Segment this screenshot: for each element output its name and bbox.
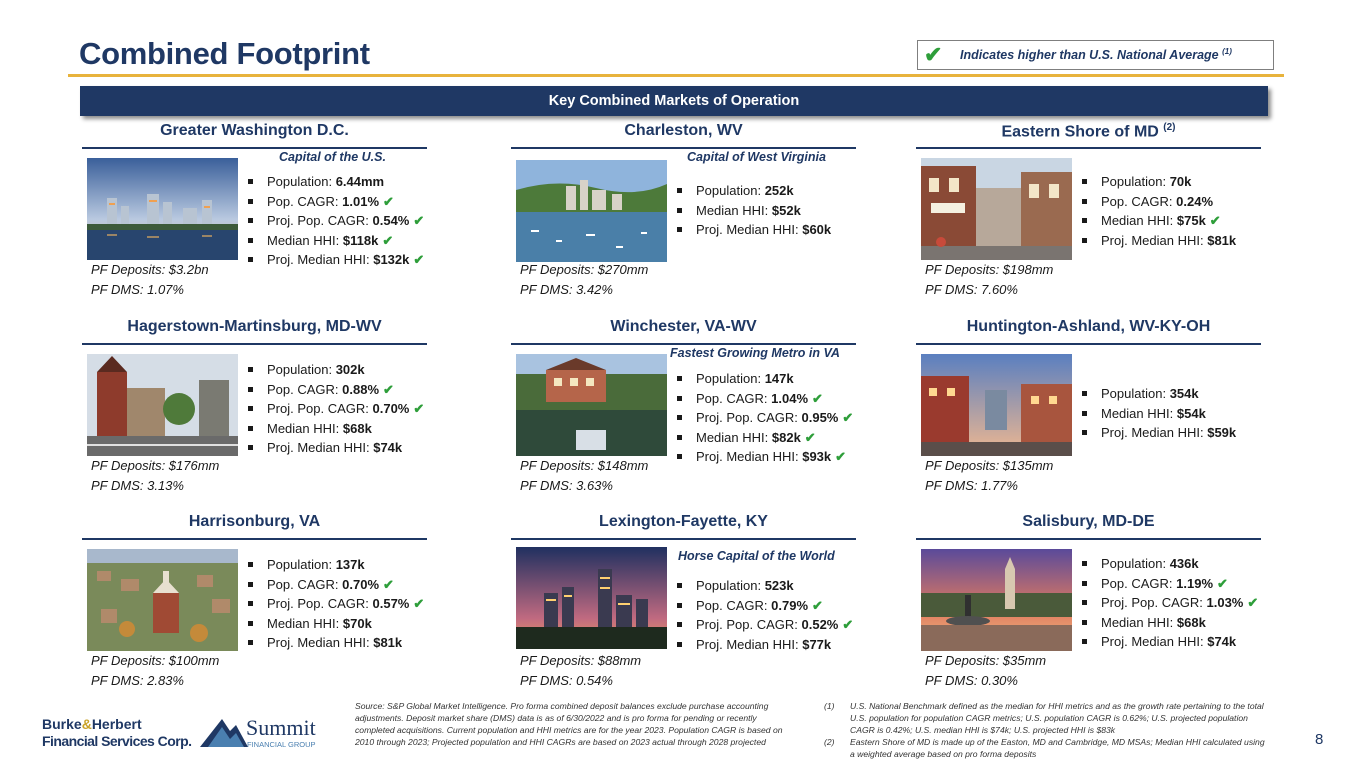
check-icon: ✔ bbox=[812, 597, 823, 613]
market-deposits: PF Deposits: $176mm PF DMS: 3.13% bbox=[91, 458, 220, 493]
market-stats bbox=[677, 181, 831, 240]
check-icon: ✔ bbox=[383, 381, 394, 397]
check-icon: ✔ bbox=[842, 617, 854, 632]
market-stats bbox=[248, 555, 424, 653]
market-stats bbox=[248, 360, 424, 458]
market-rule bbox=[82, 343, 427, 345]
stat-item: Proj. Median HHI: $59k bbox=[1082, 423, 1236, 443]
market-title bbox=[511, 318, 856, 336]
stat-item: Proj. Pop. CAGR: 0.52% ✔ bbox=[677, 615, 853, 635]
market-subtitle: Capital of West Virginia bbox=[687, 150, 826, 164]
footnote-2: (2) Eastern Shore of MD is made up of the Easton, MD and Cambridge, MD MSAs; Median HHI calculated using a weighted average based on pro forma deposits bbox=[824, 737, 1265, 759]
section-banner: Key Combined Markets of Operation bbox=[80, 86, 1268, 116]
market-rule bbox=[82, 538, 427, 540]
market-salisbury bbox=[916, 513, 1261, 688]
legend-text bbox=[960, 47, 1232, 62]
market-title bbox=[82, 122, 427, 140]
market-hagerstown bbox=[82, 318, 427, 493]
market-stats bbox=[248, 172, 424, 270]
stat-item: Proj. Pop. CAGR: 0.70% ✔ bbox=[248, 399, 424, 419]
market-charleston bbox=[511, 122, 856, 297]
city-photo-dusk-street bbox=[921, 354, 1072, 456]
market-name: Harrisonburg, VA bbox=[188, 513, 321, 530]
market-name: Salisbury, MD-DE bbox=[1022, 513, 1155, 530]
check-icon: ✔ bbox=[842, 410, 854, 425]
city-photo-skyline bbox=[87, 158, 238, 260]
market-name: Huntington-Ashland, WV-KY-OH bbox=[966, 318, 1211, 335]
market-title bbox=[511, 122, 856, 140]
page-title: Combined Footprint bbox=[79, 36, 370, 71]
stat-item: Proj. Median HHI: $74k bbox=[248, 438, 424, 458]
stat-item: Median HHI: $75k ✔ bbox=[1082, 211, 1236, 231]
stat-item: Proj. Pop. CAGR: 1.03% ✔ bbox=[1082, 593, 1258, 613]
svg-text:Summit: Summit bbox=[246, 715, 316, 740]
check-icon: ✔ bbox=[413, 596, 425, 611]
legend-footnote-ref: (1) bbox=[1222, 47, 1232, 57]
legend-box bbox=[917, 40, 1274, 70]
market-title bbox=[916, 122, 1261, 141]
burke-herbert-logo bbox=[42, 716, 198, 750]
market-eastern-shore bbox=[916, 122, 1261, 297]
market-name: Hagerstown-Martinsburg, MD-WV bbox=[127, 318, 382, 335]
market-rule bbox=[511, 147, 856, 149]
source-footnote: Source: S&P Global Market Intelligence. Pro forma combined deposit balances exclude purchase accounting adjustments. Deposit market share (DMS) data is as of 6/30/2022 and is pro forma for pending or recently completed acquisitions. Current population and HHI metrics are for the year 2023. Population CAGR is based on 2010 through 2023; Projected population and HHI CAGRs are based on 2023 actual through 2028 projected bbox=[355, 701, 783, 747]
city-photo-aerial bbox=[87, 549, 238, 651]
market-stats bbox=[677, 576, 853, 654]
check-icon: ✔ bbox=[413, 213, 425, 228]
stat-item: Pop. CAGR: 0.79% ✔ bbox=[677, 596, 853, 616]
market-title bbox=[82, 318, 427, 336]
stat-item: Population: 137k bbox=[248, 555, 424, 575]
market-winchester bbox=[511, 318, 856, 493]
stat-item: Pop. CAGR: 1.01% ✔ bbox=[248, 192, 424, 212]
stat-item: Median HHI: $54k bbox=[1082, 404, 1236, 424]
check-icon: ✔ bbox=[413, 252, 425, 267]
market-stats bbox=[1082, 172, 1236, 250]
stat-item: Pop. CAGR: 0.70% ✔ bbox=[248, 575, 424, 595]
stat-item: Pop. CAGR: 1.19% ✔ bbox=[1082, 574, 1258, 594]
market-stats bbox=[1082, 384, 1236, 443]
market-rule bbox=[916, 538, 1261, 540]
svg-text:Financial Services Corp.: Financial Services Corp. bbox=[42, 733, 192, 749]
check-icon: ✔ bbox=[812, 390, 823, 406]
footnote-ref: (2) bbox=[1163, 122, 1176, 133]
market-title bbox=[916, 318, 1261, 336]
market-deposits: PF Deposits: $135mm PF DMS: 1.77% bbox=[925, 458, 1054, 493]
check-icon: ✔ bbox=[382, 232, 394, 248]
market-subtitle: Horse Capital of the World bbox=[678, 549, 835, 563]
city-photo-night-skyline bbox=[516, 547, 667, 649]
market-name: Lexington-Fayette, KY bbox=[599, 513, 768, 530]
market-stats bbox=[1082, 554, 1258, 652]
footnote-1: (1) U.S. National Benchmark defined as the median for HHI metrics and as the growth rate pertaining to the total U.S. population for population CAGR metrics; U.S. population CAGR is 0.62%; U.S. projected population CAGR is 0.42%; U.S. median HHI is $74k; U.S. projected HHI is $83k bbox=[824, 701, 1264, 735]
svg-text:Burke&Herbert: Burke&Herbert bbox=[42, 716, 142, 732]
market-name: Greater Washington D.C. bbox=[160, 122, 349, 139]
check-icon: ✔ bbox=[413, 401, 425, 416]
stat-item: Population: 302k bbox=[248, 360, 424, 380]
market-title bbox=[511, 513, 856, 531]
check-icon: ✔ bbox=[924, 42, 943, 67]
stat-item: Proj. Median HHI: $74k bbox=[1082, 632, 1258, 652]
market-name: Charleston, WV bbox=[624, 122, 743, 139]
stat-item: Proj. Median HHI: $81k bbox=[248, 633, 424, 653]
stat-item: Pop. CAGR: 0.88% ✔ bbox=[248, 380, 424, 400]
check-icon: ✔ bbox=[383, 576, 394, 592]
page-number: 8 bbox=[1315, 731, 1324, 748]
market-title bbox=[916, 513, 1261, 531]
market-deposits: PF Deposits: $100mm PF DMS: 2.83% bbox=[91, 653, 220, 688]
summit-financial-logo bbox=[200, 713, 326, 751]
market-lexington bbox=[511, 513, 856, 688]
stat-item: Proj. Median HHI: $81k bbox=[1082, 231, 1236, 251]
city-photo-river bbox=[516, 160, 667, 262]
stat-item: Proj. Median HHI: $132k ✔ bbox=[248, 250, 424, 270]
check-icon: ✔ bbox=[804, 429, 816, 445]
check-icon: ✔ bbox=[1247, 595, 1259, 610]
market-harrisonburg bbox=[82, 513, 427, 688]
market-huntington bbox=[916, 318, 1261, 493]
stat-item: Population: 147k bbox=[677, 369, 853, 389]
check-icon: ✔ bbox=[1209, 213, 1221, 228]
market-stats bbox=[677, 369, 853, 467]
stat-item: Population: 6.44mm bbox=[248, 172, 424, 192]
stat-item: Population: 354k bbox=[1082, 384, 1236, 404]
stat-item: Proj. Median HHI: $77k bbox=[677, 635, 853, 655]
market-title bbox=[82, 513, 427, 531]
market-rule bbox=[511, 343, 856, 345]
stat-item: Pop. CAGR: 0.24% bbox=[1082, 192, 1236, 212]
market-deposits: PF Deposits: $148mm PF DMS: 3.63% bbox=[520, 458, 649, 493]
stat-item: Population: 252k bbox=[677, 181, 831, 201]
market-rule bbox=[82, 147, 427, 149]
stat-item: Median HHI: $70k bbox=[248, 614, 424, 634]
market-rule bbox=[916, 343, 1261, 345]
footnotes bbox=[824, 700, 1269, 760]
stat-item: Median HHI: $52k bbox=[677, 201, 831, 221]
market-subtitle: Fastest Growing Metro in VA bbox=[670, 346, 840, 360]
title-rule bbox=[68, 74, 1284, 77]
market-deposits: PF Deposits: $198mm PF DMS: 7.60% bbox=[925, 262, 1054, 297]
stat-item: Population: 70k bbox=[1082, 172, 1236, 192]
city-photo-street bbox=[921, 158, 1072, 260]
stat-item: Population: 436k bbox=[1082, 554, 1258, 574]
market-deposits: PF Deposits: $88mm PF DMS: 0.54% bbox=[520, 653, 642, 688]
stat-item: Median HHI: $68k bbox=[1082, 613, 1258, 633]
check-icon: ✔ bbox=[383, 193, 394, 209]
stat-item: Median HHI: $68k bbox=[248, 419, 424, 439]
stat-item: Proj. Pop. CAGR: 0.95% ✔ bbox=[677, 408, 853, 428]
stat-item: Pop. CAGR: 1.04% ✔ bbox=[677, 389, 853, 409]
market-name: Eastern Shore of MD bbox=[1001, 123, 1159, 141]
check-icon: ✔ bbox=[1217, 575, 1228, 591]
stat-item: Proj. Pop. CAGR: 0.54% ✔ bbox=[248, 211, 424, 231]
market-deposits: PF Deposits: $3.2bn PF DMS: 1.07% bbox=[91, 262, 209, 297]
stat-item: Median HHI: $118k ✔ bbox=[248, 231, 424, 251]
market-deposits: PF Deposits: $35mm PF DMS: 0.30% bbox=[925, 653, 1047, 688]
market-name: Winchester, VA-WV bbox=[610, 318, 757, 335]
stat-item: Median HHI: $82k ✔ bbox=[677, 428, 853, 448]
city-photo-fountain bbox=[921, 549, 1072, 651]
city-photo-downtown bbox=[87, 354, 238, 456]
stat-item: Population: 523k bbox=[677, 576, 853, 596]
market-rule bbox=[916, 147, 1261, 149]
stat-item: Proj. Median HHI: $93k ✔ bbox=[677, 447, 853, 467]
legend-label: Indicates higher than U.S. National Average bbox=[960, 48, 1219, 63]
market-deposits: PF Deposits: $270mm PF DMS: 3.42% bbox=[520, 262, 649, 297]
stat-item: Proj. Pop. CAGR: 0.57% ✔ bbox=[248, 594, 424, 614]
stat-item: Proj. Median HHI: $60k bbox=[677, 220, 831, 240]
city-photo-waterfront bbox=[516, 354, 667, 456]
market-subtitle: Capital of the U.S. bbox=[279, 150, 386, 164]
market-rule bbox=[511, 538, 856, 540]
check-icon: ✔ bbox=[835, 449, 847, 464]
svg-text:FINANCIAL GROUP: FINANCIAL GROUP bbox=[247, 740, 316, 749]
market-greater-washington bbox=[82, 122, 427, 297]
